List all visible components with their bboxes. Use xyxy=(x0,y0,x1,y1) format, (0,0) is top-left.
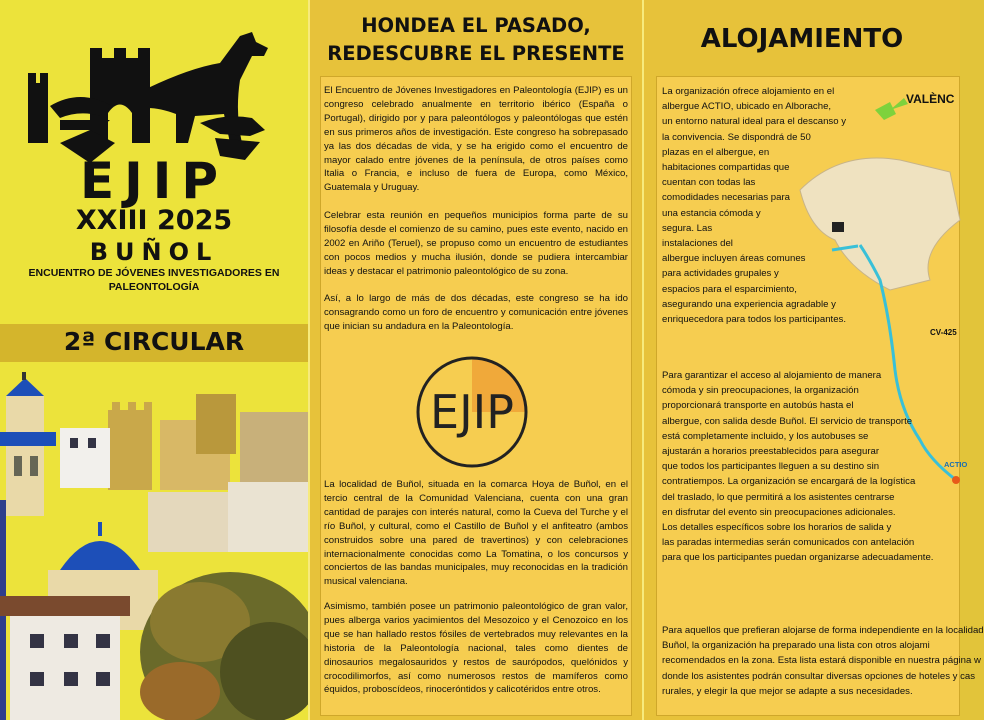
accommodation-p1-line: la convivencia. Se dispondrá de 50 xyxy=(662,131,811,143)
history-heading-line2: REDESCUBRE EL PRESENTE xyxy=(327,42,625,65)
accommodation-p1-line: enriquecedora para todos los participantes. xyxy=(662,314,846,326)
town-name: BUÑOL xyxy=(89,238,219,266)
circle-logo-text: EJIP xyxy=(430,385,514,439)
destination-arrow-icon xyxy=(875,102,896,120)
accommodation-panel xyxy=(644,0,984,720)
event-fullname-line2: PALEONTOLOGÍA xyxy=(108,281,200,293)
accommodation-p2-line: en disfrutar del evento sin preocupaciones adicionales. xyxy=(662,506,896,518)
history-paragraph-5: Asimismo, también posee un patrimonio paleontológico de gran valor, pues alberga varios yacimientos del Mesozoico y el Cenozoico en los que se han hallado restos fósiles de vertebrados muy relevantes en la historia de la Paleontología nacional, tales como dientes de dinosaurios megalosauridos y restos de saurópodos, quelónidos y crocodilimorfos, así como numerosos restos de mamíferos como équidos, proboscídeos, rinoceróntidos y calicotéridos entre otros. xyxy=(324,601,628,696)
accommodation-p2-line: del traslado, lo que permitirá a los asistentes centrarse xyxy=(662,491,895,503)
accommodation-p1-line: para actividades grupales y xyxy=(662,268,779,280)
accommodation-p3-line: Para aquellos que prefieran alojarse de forma independiente en la localidad xyxy=(662,625,984,636)
accommodation-paragraph-2 xyxy=(662,368,933,566)
accommodation-paragraph-3 xyxy=(662,623,984,699)
history-paragraph-4: La localidad de Buñol, situada en la comarca Hoya de Buñol, en el tercio central de la Comunidad Valenciana, cuenta con una gran cantidad de parajes con interés natural, como la Cueva del Turche y el río Buñol, y cultural, como el Castillo de Buñol y el anfiteatro (ambos construidos sobre una pared de travertinos) y con celebraciones internacionalmente conocidas como La Tomatina, o los concursos y conciertos de las bandas municipales, muy reconocidas en la tradición musical valenciana. xyxy=(324,479,628,588)
accommodation-p1-line: habitaciones compartidas que xyxy=(662,162,790,174)
edition-year: XXIII 2025 xyxy=(75,205,233,236)
ejip-circle-logo xyxy=(414,354,530,470)
history-paragraph-3: Así, a lo largo de más de dos décadas, este congreso se ha ido consagrando como un foro de encuentro y comunicación entre jóvenes que inician su andadura en la Paleontología. xyxy=(324,293,628,332)
map-label-actio: ACTIO xyxy=(944,460,968,469)
accommodation-p1-line: asegurando una experiencia agradable y xyxy=(662,298,836,310)
accommodation-p3-line: recomendados en la zona. Esta lista estará disponible en nuestra página w xyxy=(662,655,981,667)
history-heading-line1: HONDEA EL PASADO, xyxy=(361,14,591,37)
accommodation-p2-line: albergue, con salida desde Buñol. El servicio de transporte xyxy=(662,415,913,427)
history-paragraph-1: El Encuentro de Jóvenes Investigadores en Paleontología (EJIP) es un congreso celebrado anualmente en territorio ibérico (España o Portugal), dirigido por y para paleontólogos y paleontólogas que estén en sus primeros años de investigación. Este congreso ha sobrepasado ya las dos décadas de vida, y se ha erigido como el encuentro de mayor calado entre jóvenes de la península, de otros países como Italia o Francia, e incluso de fuera de Europa, como México, Guatemala y Uruguay. xyxy=(324,85,628,194)
event-fullname xyxy=(0,266,308,294)
cover-panel xyxy=(0,0,308,720)
ejip-castle-animals-logo xyxy=(20,18,290,168)
accommodation-p2-line: proporcionará transporte en autobús hasta el xyxy=(662,400,854,412)
accommodation-p3-line: Buñol, la organización ha preparado una lista con otros alojami xyxy=(662,640,930,652)
history-paragraph-2: Celebrar esta reunión en pequeños municipios forma parte de su filosofía desde el comienzo de su camino, pues este evento, nacido en 2002 en Ariño (Teruel), se propuso como un encuentro de estudiantes con pocos medios y mucha ilusión, donde se pudiera intercambiar ideas y destacar el patrimonio paleontológico de su zona. xyxy=(324,210,628,277)
accommodation-p2-line: Para garantizar el acceso al alojamiento de manera xyxy=(662,370,882,381)
accommodation-p2-line: que todos los participantes lleguen a su destino sin xyxy=(662,461,880,473)
ejip-title: EJIP xyxy=(79,152,228,210)
accommodation-p2-line: Los detalles específicos sobre los horarios de salida y xyxy=(662,522,892,534)
accommodation-p1-line: cuentan con todas las xyxy=(662,177,756,189)
accommodation-p1-line: un entorno natural ideal para el descanso y xyxy=(662,116,847,128)
accommodation-p2-line: contratiempos. La organización se encargará de la logística xyxy=(662,476,916,488)
accommodation-heading: ALOJAMIENTO xyxy=(700,24,904,54)
accommodation-p2-line: ajustarán a horarios preestablecidos para asegurar xyxy=(662,446,880,458)
history-panel xyxy=(308,0,644,720)
map-label-road: CV-425 xyxy=(930,328,957,337)
actio-location-icon xyxy=(952,476,960,484)
circular-title: 2ª CIRCULAR xyxy=(63,327,245,356)
accommodation-p1-line: albergue incluyen áreas comunes xyxy=(662,253,806,265)
accommodation-p1-line: plazas en el albergue, en xyxy=(662,146,770,158)
accommodation-p3-line: donde los asistentes podrán consultar diversas opciones de hoteles y cas xyxy=(662,670,976,682)
history-heading xyxy=(310,12,642,68)
accommodation-p1-line: espacios para el esparcimiento, xyxy=(662,283,797,295)
accommodation-p3-line: rurales, y elegir la que mejor se adapte a sus necesidades. xyxy=(662,685,913,697)
bunol-town-illustration xyxy=(0,372,308,720)
accommodation-p2-line: cómoda y sin preocupaciones, la organización xyxy=(662,385,859,397)
event-fullname-line1: ENCUENTRO DE JÓVENES INVESTIGADORES EN xyxy=(28,267,280,279)
accommodation-p2-line: para que los participantes puedan organizarse adecuadamente. xyxy=(662,552,934,564)
accommodation-p1-line: una estancia cómoda y xyxy=(662,207,761,219)
accommodation-p1-line: instalaciones del xyxy=(662,238,733,250)
accommodation-p2-line: las paradas intermedias serán comunicados con antelación xyxy=(662,537,915,549)
accommodation-paragraph-1 xyxy=(662,84,846,327)
accommodation-p2-line: está completamente incluido, y los autobuses se xyxy=(662,430,869,442)
accommodation-p1-line: comodidades necesarias para xyxy=(662,192,790,204)
accommodation-p1-line: La organización ofrece alojamiento en el xyxy=(662,86,835,97)
accommodation-p1-line: albergue ACTIO, ubicado en Alborache, xyxy=(662,101,832,113)
map-label-city: VALÈNC xyxy=(906,92,955,106)
accommodation-p1-line: segura. Las xyxy=(662,222,713,234)
